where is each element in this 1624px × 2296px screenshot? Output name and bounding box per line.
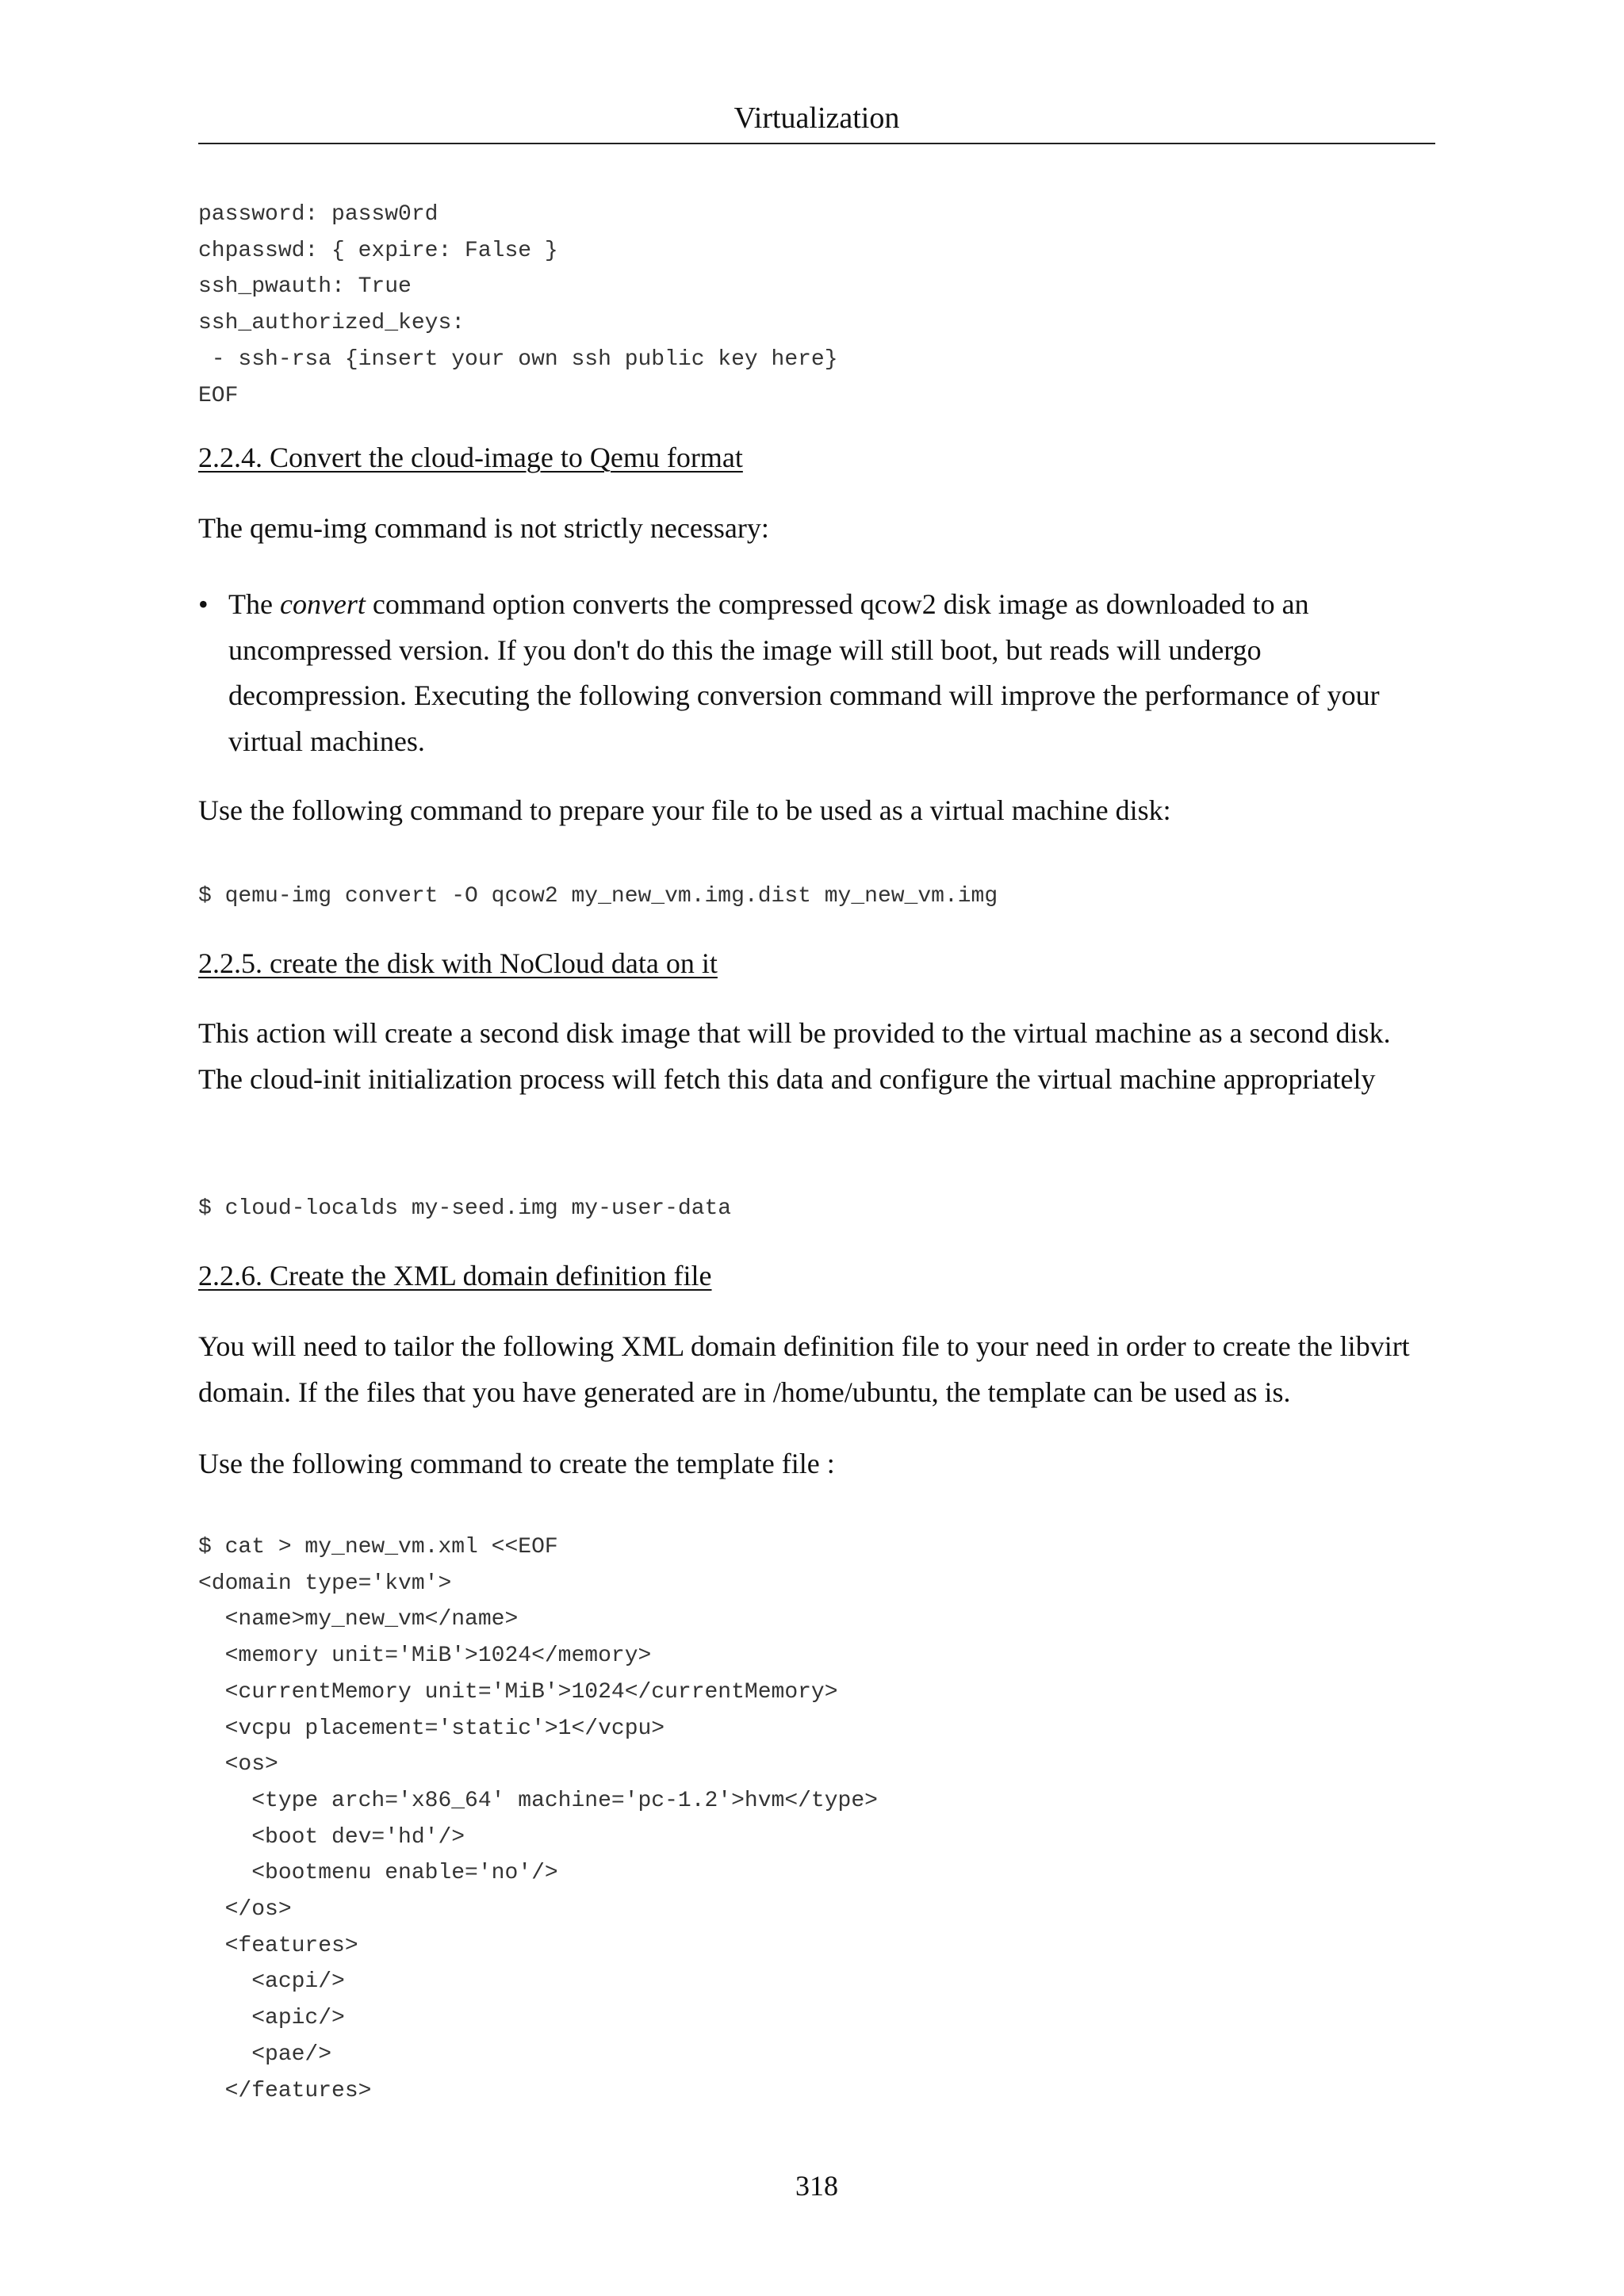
section-heading-2-2-4: 2.2.4. Convert the cloud-image to Qemu format xyxy=(198,442,743,473)
code-block-cloud-config xyxy=(198,197,838,414)
code-line: EOF xyxy=(198,383,239,408)
section-2-2-4-intro: The qemu-img command is not strictly necessary: xyxy=(198,512,769,544)
emphasis-convert: convert xyxy=(279,588,366,620)
code-line: ssh_authorized_keys: xyxy=(198,311,465,336)
code-line: <boot dev='hd'/> xyxy=(198,1824,465,1850)
bullet-marker: • xyxy=(198,588,209,620)
code-line: <os> xyxy=(198,1752,278,1777)
code-line: <currentMemory unit='MiB'>1024</currentMemory> xyxy=(198,1679,838,1705)
section-2-2-6-instruction: Use the following command to create the template file : xyxy=(198,1448,835,1479)
section-heading-2-2-6: 2.2.6. Create the XML domain definition file xyxy=(198,1260,712,1292)
code-line: <name>my_new_vm</name> xyxy=(198,1607,519,1632)
code-line: $ qemu-img convert -O qcow2 my_new_vm.img.dist my_new_vm.img xyxy=(198,884,998,909)
code-line: </os> xyxy=(198,1897,292,1923)
code-line: <type arch='x86_64' machine='pc-1.2'>hvm</type> xyxy=(198,1788,878,1813)
code-line: chpasswd: { expire: False } xyxy=(198,238,558,263)
code-line: <vcpu placement='static'>1</vcpu> xyxy=(198,1716,665,1741)
code-line: - ssh-rsa {insert your own ssh public key here} xyxy=(198,346,838,372)
code-line: $ cloud-localds my-seed.img my-user-data xyxy=(198,1196,732,1221)
section-2-2-6-paragraph: You will need to tailor the following XML domain definition file to your need in order to create the libvirt domain. If the files that you have generated are in /home/ubuntu, the template can be used as is. xyxy=(198,1330,1410,1408)
code-line: <pae/> xyxy=(198,2042,332,2067)
code-line: <bootmenu enable='no'/> xyxy=(198,1861,558,1886)
code-block-xml-domain xyxy=(198,1529,878,2109)
code-line: <features> xyxy=(198,1933,358,1958)
running-header: Virtualization xyxy=(733,101,900,135)
code-line: <acpi/> xyxy=(198,1969,345,1995)
section-2-2-5-paragraph: This action will create a second disk image that will be provided to the virtual machine as a second disk. The cloud-init initialization process will fetch this data and configure the virtual machine appropriately xyxy=(198,1017,1391,1095)
code-line: <domain type='kvm'> xyxy=(198,1571,452,1596)
code-line: $ cat > my_new_vm.xml <<EOF xyxy=(198,1535,558,1559)
code-line: </features> xyxy=(198,2078,372,2103)
section-heading-2-2-5: 2.2.5. create the disk with NoCloud data on it xyxy=(198,947,718,979)
section-2-2-4-instruction: Use the following command to prepare your file to be used as a virtual machine disk: xyxy=(198,794,1171,826)
header-rule xyxy=(198,143,1435,144)
page-number: 318 xyxy=(795,2170,838,2202)
bullet-text: The convert command option converts the compressed qcow2 disk image as downloaded to an uncompressed version. If you don't do this the image will still boot, but reads will undergo decompression. Executing the following conversion command will improve the performance of your virtual machines. xyxy=(228,588,1380,757)
bullet-list-item xyxy=(198,582,1435,764)
code-line: password: passw0rd xyxy=(198,202,439,227)
code-cloud-localds-command xyxy=(198,1191,731,1227)
code-line: <memory unit='MiB'>1024</memory> xyxy=(198,1644,652,1669)
code-line: <apic/> xyxy=(198,2006,345,2031)
code-qemu-img-command xyxy=(198,878,998,915)
code-line: ssh_pwauth: True xyxy=(198,274,412,300)
